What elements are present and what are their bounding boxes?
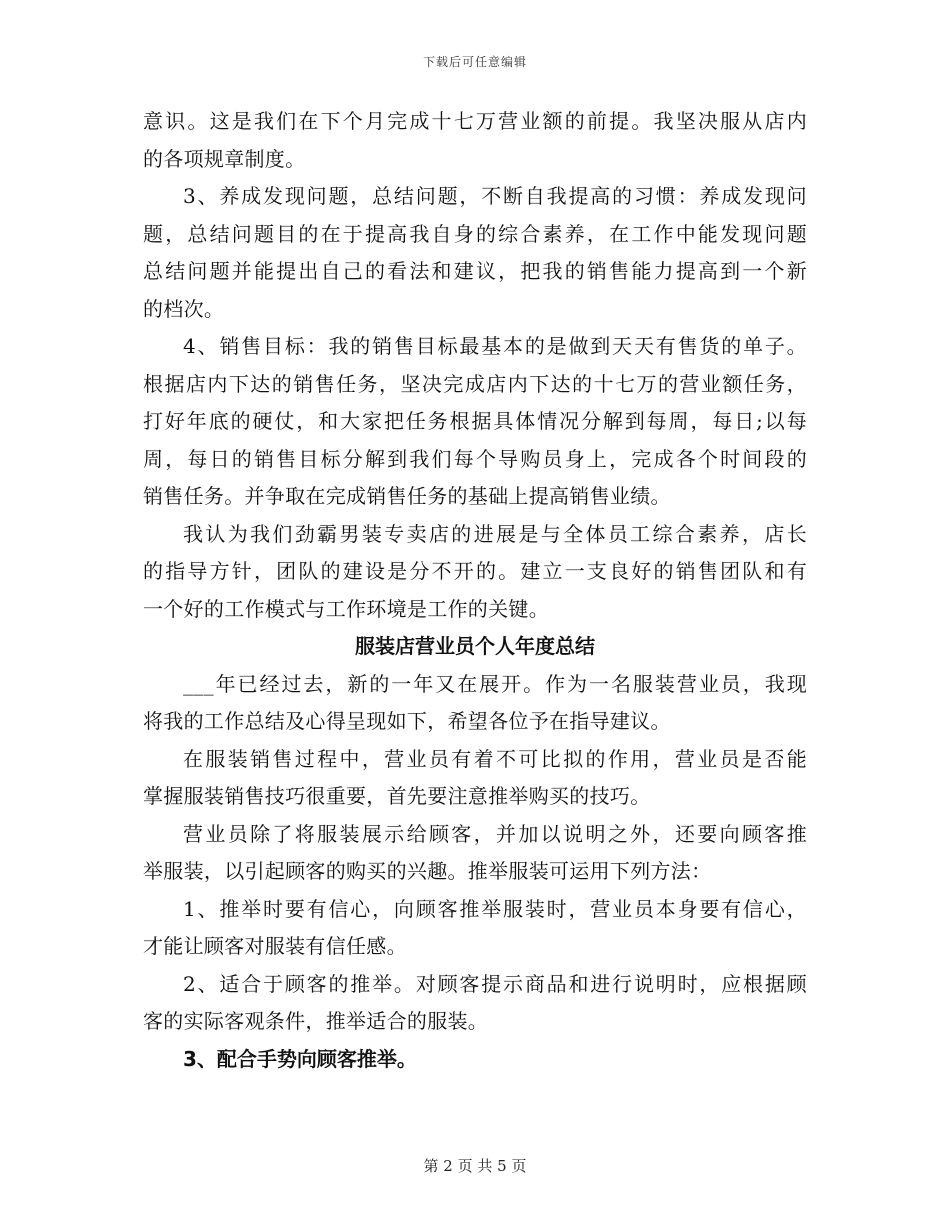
- text-line: 销售任务。并争取在完成销售任务的基础上提高销售业绩。: [143, 484, 671, 508]
- document-body: [143, 103, 807, 1078]
- text-line: 的档次。: [143, 296, 225, 321]
- text-line: 一个好的工作模式与工作环境是工作的关键。: [143, 596, 549, 621]
- text-line: 在服装销售过程中，营业员有着不可比拟的作用，营业员是否能: [183, 746, 807, 771]
- paragraph: [143, 328, 807, 516]
- paragraph: [143, 178, 807, 328]
- paragraph: [143, 966, 807, 1041]
- text-line: 的指导方针，团队的建设是分不开的。建立一支良好的销售团队和有: [143, 559, 807, 583]
- text-line: 总结问题并能提出自己的看法和建议，把我的销售能力提高到一个新: [143, 259, 807, 283]
- text-line: 举服装，以引起顾客的购买的兴趣。推举服装可运用下列方法：: [143, 859, 712, 883]
- text-line: 意识。这是我们在下个月完成十七万营业额的前提。我坚决服从店内: [143, 109, 807, 133]
- text-line: 客的实际客观条件，推举适合的服装。: [143, 1009, 489, 1033]
- text-line: 1、推举时要有信心，向顾客推举服装时，营业员本身要有信心，: [183, 896, 807, 921]
- paragraph: [143, 816, 807, 891]
- text-line: 才能让顾客对服装有信任感。: [143, 934, 407, 958]
- paragraph: [143, 103, 807, 178]
- text-line: ___年已经过去，新的一年又在展开。作为一名服装营业员，我现: [183, 671, 807, 696]
- bold-list-item: 3、配合手势向顾客推举。: [183, 1046, 417, 1071]
- paragraph: [143, 741, 807, 816]
- text-line: 将我的工作总结及心得呈现如下，希望各位予在指导建议。: [143, 709, 671, 733]
- text-line: 4、销售目标：我的销售目标最基本的是做到天天有售货的单子。: [183, 334, 807, 358]
- text-line: 2、适合于顾客的推举。对顾客提示商品和进行说明时，应根据顾: [183, 971, 807, 996]
- page-number: 第 2 页 共 5 页: [423, 1157, 527, 1175]
- text-line: 3、养成发现问题，总结问题，不断自我提高的习惯：养成发现问: [183, 184, 807, 208]
- page-header-note: 下载后可任意编辑: [422, 55, 527, 69]
- paragraph: [143, 516, 807, 629]
- paragraph: [143, 666, 807, 741]
- text-line: 营业员除了将服装展示给顾客，并加以说明之外，还要向顾客推: [183, 821, 807, 846]
- text-line: 的各项规章制度。: [143, 146, 306, 171]
- text-line: 根据店内下达的销售任务，坚决完成店内下达的十七万的营业额任务，: [143, 371, 807, 396]
- text-line: 掌握服装销售技巧很重要，首先要注意推举购买的技巧。: [143, 784, 651, 808]
- text-line: 打好年底的硬仗，和大家把任务根据具体情况分解到每周，每日;以每: [143, 409, 807, 433]
- text-line: 我认为我们劲霸男装专卖店的进展是与全体员工综合素养，店长: [183, 521, 807, 546]
- text-line: 题，总结问题目的在于提高我自身的综合素养，在工作中能发现问题: [143, 221, 807, 246]
- text-line: 周，每日的销售目标分解到我们每个导购员身上，完成各个时间段的: [143, 446, 807, 471]
- paragraph: [143, 891, 807, 966]
- section-title: 服装店营业员个人年度总结: [355, 634, 595, 658]
